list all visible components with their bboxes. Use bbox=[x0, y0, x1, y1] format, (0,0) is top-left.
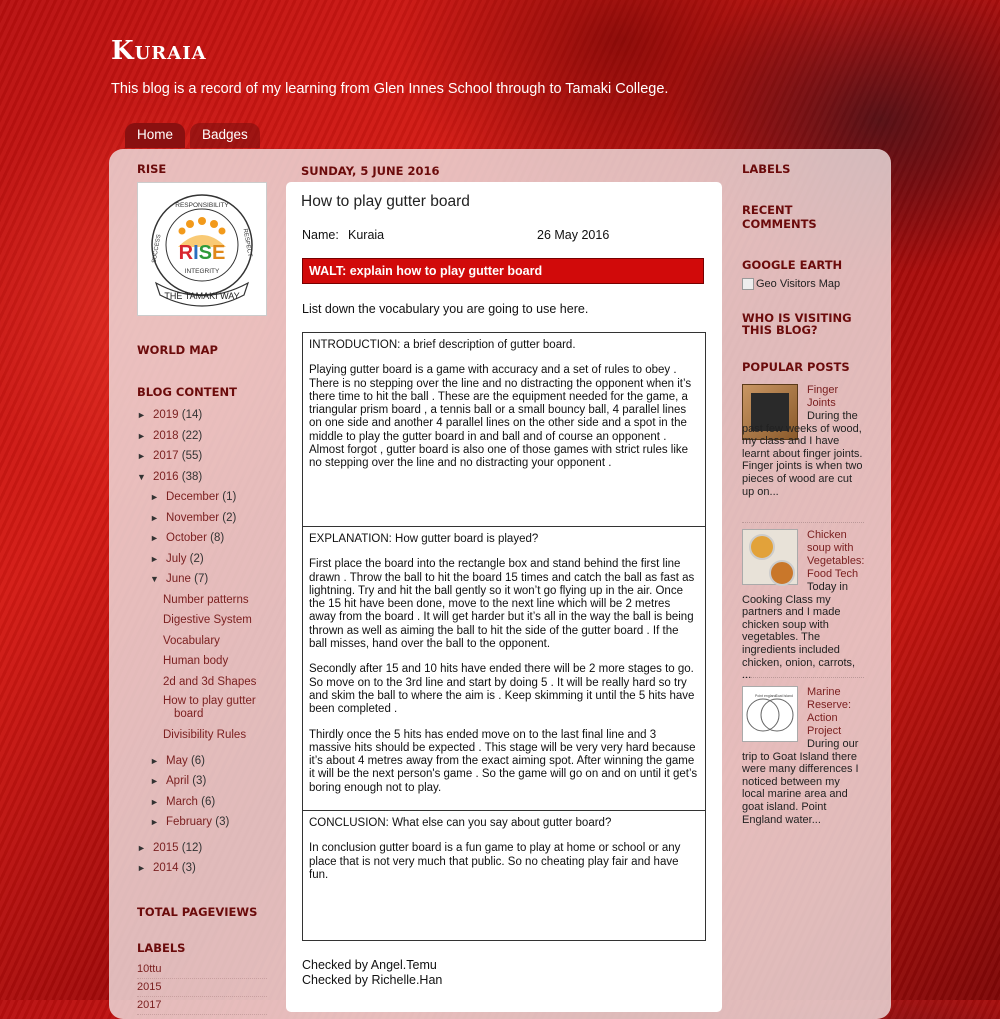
archive-count: (7) bbox=[194, 573, 209, 585]
blog-title[interactable]: Kuraia bbox=[111, 36, 207, 66]
archive-month-link[interactable]: October bbox=[166, 532, 207, 544]
blog-header bbox=[111, 36, 207, 66]
recent-comments-heading: RECENT COMMENTS bbox=[742, 203, 817, 231]
archive-post-link[interactable] bbox=[137, 631, 267, 652]
archive-post-title[interactable]: Human body bbox=[163, 655, 229, 667]
popular-post-title[interactable]: Finger Joints bbox=[807, 384, 839, 409]
expand-arrow-icon[interactable]: ► bbox=[137, 451, 146, 461]
expand-arrow-icon[interactable]: ► bbox=[137, 430, 146, 441]
post-date-header: SUNDAY, 5 JUNE 2016 bbox=[301, 164, 440, 178]
archive-post-link[interactable] bbox=[137, 651, 267, 672]
rise-banner: THE TAMAKI WAY bbox=[164, 291, 240, 301]
venn-diagram-icon bbox=[743, 687, 797, 741]
popular-post-thumbnail[interactable] bbox=[742, 529, 798, 585]
broken-image-icon bbox=[742, 278, 754, 290]
expand-arrow-icon[interactable]: ► bbox=[150, 492, 159, 502]
conclusion-text: In conclusion gutter board is a fun game to play at home or school or any place that is not very much that public. So no cheating play fair and have fun. bbox=[309, 842, 681, 881]
checked-by-1: Checked by Angel.Temu bbox=[302, 958, 437, 972]
left-sidebar bbox=[137, 162, 267, 1015]
walt-banner: WALT: explain how to play gutter board bbox=[302, 258, 704, 284]
rise-right-word: RESPECT bbox=[241, 228, 253, 258]
archive-post-link[interactable] bbox=[137, 610, 267, 631]
blog-archive bbox=[137, 405, 267, 879]
collapse-arrow-icon[interactable]: ▼ bbox=[150, 574, 159, 584]
geo-visitors-map[interactable] bbox=[742, 278, 864, 290]
archive-post-link[interactable] bbox=[137, 590, 267, 611]
intro-text: Playing gutter board is a game with accuracy and a set of rules to obey . There is no stepping over the line and no distracting the opponent when it’s there time to hit the ball . These are the equipment needed for the game, a triangular prism board , a tennis ball or a small bouncy ball, 4 parallel lines on one side and another 4 parallel lines on the other side and a spot in the middle to play the gutter board in and ball and of course an opponent . Almost forgot , gutter board is also one of those games with strict rules like no stepping over the line and no distracting your opponent . bbox=[309, 364, 692, 470]
collapse-arrow-icon[interactable]: ▼ bbox=[137, 471, 146, 482]
archive-year-2017[interactable] bbox=[137, 446, 267, 467]
archive-month-link[interactable]: June bbox=[166, 573, 191, 585]
archive-month-may[interactable] bbox=[137, 751, 267, 772]
blog-content-heading: BLOG CONTENT bbox=[137, 385, 237, 399]
archive-count: (12) bbox=[181, 841, 203, 854]
archive-month-link[interactable]: March bbox=[166, 795, 198, 808]
blog-description: This blog is a record of my learning from Glen Innes School through to Tamaki College. bbox=[111, 81, 669, 97]
expand-arrow-icon[interactable]: ► bbox=[137, 842, 146, 853]
archive-count: (38) bbox=[181, 470, 203, 483]
archive-count: (3) bbox=[215, 816, 230, 828]
rise-top-word: RESPONSIBILITY bbox=[175, 202, 229, 209]
archive-month-february[interactable] bbox=[137, 812, 267, 833]
rise-center-word: RISE bbox=[178, 242, 226, 264]
archive-post-title[interactable]: Digestive System bbox=[163, 614, 252, 626]
rise-bottom-word: INTEGRITY bbox=[184, 268, 220, 275]
explanation-box bbox=[302, 526, 706, 811]
popular-posts-heading: POPULAR POSTS bbox=[742, 360, 850, 374]
archive-month-november[interactable] bbox=[137, 508, 267, 529]
rise-heading: RISE bbox=[137, 162, 167, 176]
archive-month-link[interactable]: December bbox=[166, 491, 220, 503]
archive-year-2014[interactable] bbox=[137, 858, 267, 879]
archive-count: (1) bbox=[222, 491, 237, 503]
rise-logo[interactable] bbox=[137, 182, 267, 316]
tab-badges[interactable]: Badges bbox=[190, 123, 260, 148]
archive-month-link[interactable]: April bbox=[166, 775, 190, 787]
archive-post-link[interactable] bbox=[137, 725, 267, 746]
popular-post-snippet: During the past few weeks of wood, my class and I have learnt about finger joints. Finger joints is when two pieces of wood are cut up on... bbox=[742, 410, 863, 498]
archive-month-june[interactable] bbox=[137, 569, 267, 590]
expand-arrow-icon[interactable]: ► bbox=[150, 553, 159, 564]
rise-logo-graphic bbox=[138, 183, 266, 315]
archive-count: (6) bbox=[190, 754, 205, 767]
explanation-paragraph: First place the board into the rectangle box and stand behind the first line drawn . Throw the ball to hit the board 15 times and catch the ball as fast as lightning. Try and hit the ball gently so it won’t go flying up in the air. Once the 15 hit have been done, move to the next line which will be 2 metres away from the board . It will get harder but it’s all in the way the ball is being thrown as well as aiming the ball to hit the side of the gutter board . If the ball misses, hand over the ball to the opponent. bbox=[309, 558, 695, 651]
archive-post-title[interactable]: Divisibility Rules bbox=[163, 729, 247, 741]
popular-post-item[interactable] bbox=[742, 529, 865, 682]
archive-month-october[interactable] bbox=[137, 528, 267, 549]
explanation-heading: EXPLANATION: How gutter board is played? bbox=[309, 533, 539, 545]
archive-year-2019[interactable] bbox=[137, 405, 267, 426]
expand-arrow-icon[interactable]: ► bbox=[150, 755, 159, 766]
expand-arrow-icon[interactable]: ► bbox=[150, 796, 159, 807]
post-title[interactable]: How to play gutter board bbox=[301, 193, 470, 210]
archive-month-april[interactable] bbox=[137, 771, 267, 792]
archive-year-2018[interactable] bbox=[137, 426, 267, 447]
archive-post-title[interactable]: Vocabulary bbox=[163, 634, 220, 647]
archive-count: (14) bbox=[181, 409, 203, 421]
labels-heading: LABELS bbox=[137, 940, 186, 955]
archive-count: (2) bbox=[222, 511, 237, 524]
popular-post-item[interactable] bbox=[742, 384, 864, 523]
archive-count: (2) bbox=[189, 552, 204, 565]
labels-heading-right: LABELS bbox=[742, 162, 791, 176]
geo-map-alt-text: Geo Visitors Map bbox=[756, 278, 841, 290]
archive-year-link[interactable]: 2016 bbox=[153, 470, 179, 483]
archive-count: (55) bbox=[181, 450, 203, 462]
archive-count: (6) bbox=[201, 795, 216, 808]
tab-home[interactable]: Home bbox=[125, 123, 185, 148]
archive-post-link-current[interactable] bbox=[137, 692, 267, 725]
archive-post-title[interactable]: 2d and 3d Shapes bbox=[163, 675, 257, 688]
archive-month-march[interactable] bbox=[137, 792, 267, 813]
label-link[interactable]: 2017 bbox=[137, 997, 267, 1015]
vocab-prompt: List down the vocabulary you are going to use here. bbox=[302, 302, 589, 316]
popular-post-item[interactable] bbox=[742, 686, 864, 836]
expand-arrow-icon[interactable]: ► bbox=[150, 533, 159, 543]
expand-arrow-icon[interactable]: ► bbox=[150, 512, 159, 523]
archive-year-2015[interactable] bbox=[137, 838, 267, 859]
popular-post-thumbnail[interactable] bbox=[742, 686, 798, 742]
archive-count: (3) bbox=[181, 862, 196, 874]
expand-arrow-icon[interactable]: ► bbox=[137, 863, 146, 873]
popular-post-title[interactable]: Marine Reserve: Action Project bbox=[807, 686, 852, 737]
introduction-box bbox=[302, 332, 706, 527]
popular-post-snippet: During our trip to Goat Island there were many differences I noticed between my local marine area and goat island. Point England water... bbox=[742, 738, 859, 826]
conclusion-heading: CONCLUSION: What else can you say about gutter board? bbox=[309, 817, 612, 829]
archive-post-title[interactable]: How to play gutter board bbox=[163, 695, 256, 720]
explanation-paragraph: Thirdly once the 5 hits has ended move on to the last final line and 3 massive hits should be expected . This stage will be very very hard because it’s about 4 metres away from the exact aiming spot. After winning the game it will be the next person's game . So the game will go on and on until it get’s boring enough not to play. bbox=[309, 728, 698, 794]
archive-year-link[interactable]: 2019 bbox=[153, 409, 179, 421]
nav-tabs bbox=[125, 123, 260, 148]
world-map-heading: WORLD MAP bbox=[137, 343, 218, 357]
archive-year-2016[interactable] bbox=[137, 467, 267, 488]
doc-date: 26 May 2016 bbox=[537, 228, 610, 242]
venn-label-right: Goat Island bbox=[775, 694, 793, 698]
archive-month-link[interactable]: May bbox=[166, 754, 188, 767]
label-link[interactable]: 2015 bbox=[137, 979, 267, 997]
name-value: Kuraia bbox=[348, 228, 385, 242]
explanation-paragraph: Secondly after 15 and 10 hits have ended there will be 2 more stages to go. So move on to the 3rd line and start by doing 5 . It will be really hard so try and skim the ball to where the aim is . Keep skimming it until the 5 hits have been completed . bbox=[309, 663, 695, 716]
rise-left-word: SUCCESS bbox=[151, 234, 163, 264]
intro-heading: INTRODUCTION: a brief description of gutter board. bbox=[309, 339, 576, 351]
archive-count: (8) bbox=[210, 532, 225, 544]
archive-month-link[interactable]: July bbox=[166, 552, 187, 565]
archive-month-link[interactable]: February bbox=[166, 816, 213, 828]
labels-list bbox=[137, 961, 267, 1015]
archive-year-link[interactable]: 2017 bbox=[153, 450, 179, 462]
checked-by-2: Checked by Richelle.Han bbox=[302, 973, 443, 987]
venn-label-left: Point england bbox=[755, 694, 777, 698]
archive-post-title[interactable]: Number patterns bbox=[163, 593, 249, 606]
archive-month-july[interactable] bbox=[137, 549, 267, 570]
right-sidebar bbox=[742, 162, 864, 836]
popular-post-title[interactable]: Chicken soup with Vegetables: Food Tech bbox=[807, 529, 865, 580]
who-visiting-heading: WHO IS VISITING THIS BLOG? bbox=[742, 311, 852, 337]
archive-count: (3) bbox=[192, 775, 207, 787]
expand-arrow-icon[interactable]: ► bbox=[150, 817, 159, 827]
conclusion-box bbox=[302, 810, 706, 941]
google-earth-heading: GOOGLE EARTH bbox=[742, 258, 843, 272]
archive-month-december[interactable] bbox=[137, 487, 267, 508]
archive-count: (22) bbox=[181, 429, 203, 442]
archive-year-link[interactable]: 2015 bbox=[153, 841, 179, 854]
archive-post-link[interactable] bbox=[137, 672, 267, 693]
name-label: Name: bbox=[302, 228, 339, 242]
popular-post-snippet: Today in Cooking Class my partners and I made chicken soup with vegetables. The ingredients included chicken, onion, carrots, ... bbox=[742, 581, 856, 682]
archive-year-link[interactable]: 2018 bbox=[153, 429, 179, 442]
total-pageviews-heading: TOTAL PAGEVIEWS bbox=[137, 904, 258, 919]
archive-month-link[interactable]: November bbox=[166, 511, 220, 524]
label-link[interactable]: 10ttu bbox=[137, 961, 267, 979]
expand-arrow-icon[interactable]: ► bbox=[150, 776, 159, 786]
expand-arrow-icon[interactable]: ► bbox=[137, 410, 146, 420]
archive-year-link[interactable]: 2014 bbox=[153, 862, 179, 874]
